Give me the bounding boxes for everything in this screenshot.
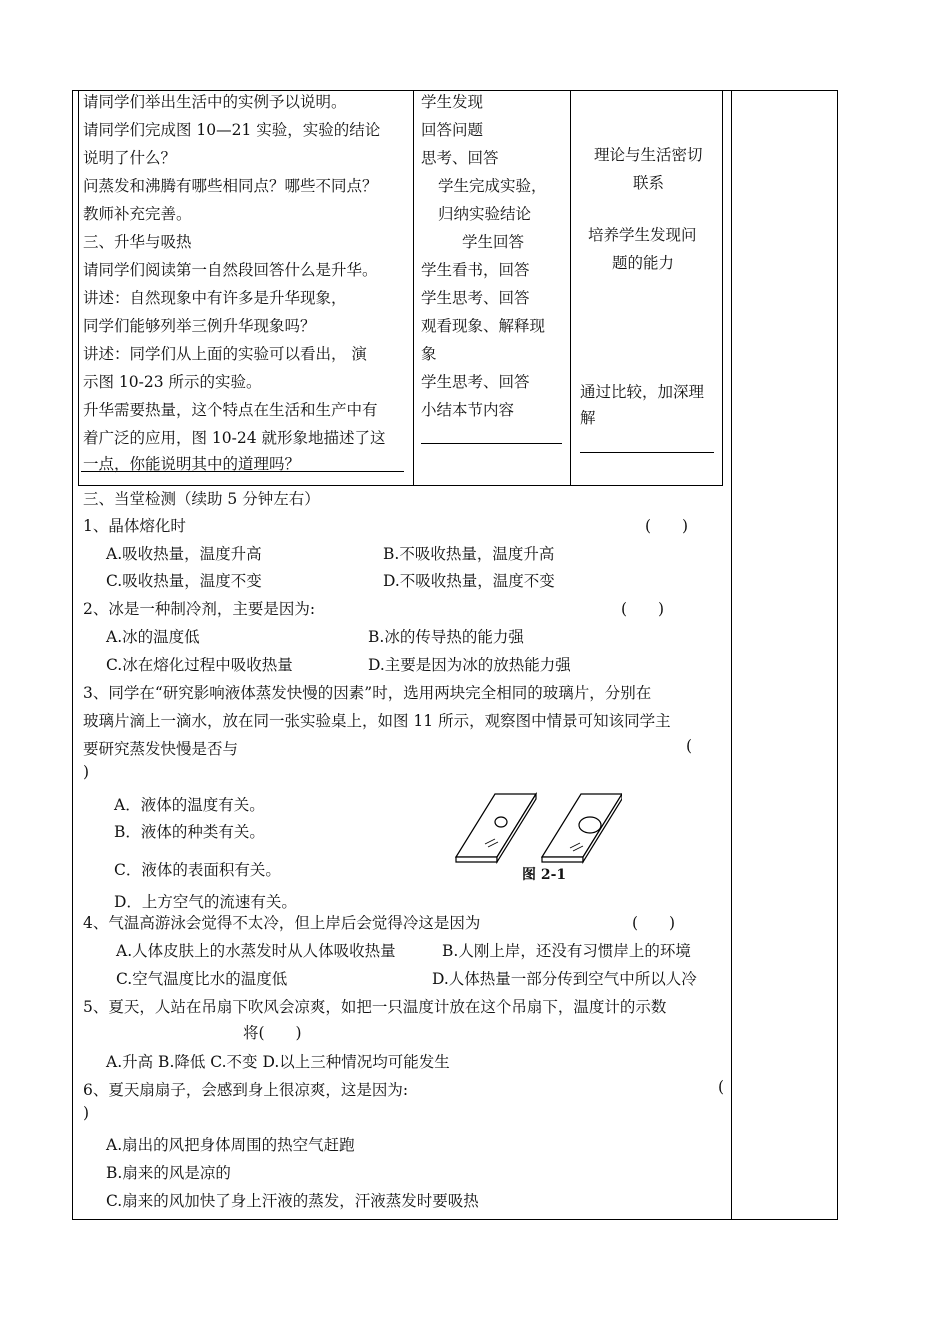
- question-3-line-3: 要研究蒸发快慢是否与: [83, 740, 239, 758]
- figure-caption: 图 2-1: [522, 867, 567, 883]
- question-2-option-a: A.冰的温度低: [106, 628, 200, 646]
- teacher-line-1: 请同学们举出生活中的实例予以说明。: [83, 93, 347, 111]
- test-heading: 三、当堂检测（续助 5 分钟左右）: [83, 490, 320, 508]
- question-1-answer-paren: ( ): [645, 517, 689, 535]
- col3-underline: [580, 452, 714, 453]
- teacher-line-2: 请同学们完成图 10—21 实验，实验的结论: [83, 121, 381, 139]
- teacher-line-5: 教师补充完善。: [83, 205, 192, 223]
- question-3-line-2: 玻璃片滴上一滴水，放在同一张实验桌上，如图 11 所示，观察图中情景可知该同学主: [83, 712, 671, 730]
- teacher-line-4: 问蒸发和沸腾有哪些相同点？哪些不同点？: [83, 177, 378, 195]
- student-line-3: 思考、回答: [421, 149, 499, 167]
- water-drop-small: [495, 817, 507, 827]
- teacher-line-12: 升华需要热量，这个特点在生活和生产中有: [83, 401, 378, 419]
- student-line-6: 学生回答: [462, 233, 525, 251]
- intent-line-1: 理论与生活密切: [594, 146, 703, 164]
- student-line-1: 学生发现: [421, 93, 484, 111]
- section-heading-sublimation: 三、升华与吸热: [83, 233, 192, 251]
- teacher-line-9: 同学们能够列举三例升华现象吗？: [83, 317, 316, 335]
- question-3-line-1: 3、同学在“研究影响液体蒸发快慢的因素”时，选用两块完全相同的玻璃片，分别在: [83, 684, 652, 702]
- teacher-line-13: 着广泛的应用，图 10-24 就形象地描述了这: [83, 429, 386, 447]
- question-6-option-b: B.扇来的风是凉的: [106, 1164, 231, 1182]
- water-drop-large: [579, 817, 601, 833]
- question-3-option-c: C．液体的表面积有关。: [114, 861, 281, 879]
- student-line-8: 学生思考、回答: [421, 289, 530, 307]
- intent-line-6: 解: [580, 409, 596, 427]
- teacher-line-7: 请同学们阅读第一自然段回答什么是升华。: [83, 261, 378, 279]
- inner-divider-1: [413, 91, 414, 486]
- col2-underline: [421, 443, 562, 444]
- intent-line-4: 题的能力: [612, 254, 675, 272]
- question-6: 6、夏天扇扇子，会感到身上很凉爽，这是因为:: [83, 1081, 409, 1099]
- question-4-option-a: A.人体皮肤上的水蒸发时从人体吸收热量: [116, 942, 396, 960]
- question-3-paren-open: (: [686, 737, 693, 755]
- outer-border-bottom: [72, 1219, 838, 1220]
- glass-slides-figure: [452, 792, 622, 864]
- question-1-option-d: D.不吸收热量，温度不变: [383, 572, 555, 590]
- outer-border-left: [72, 90, 73, 1220]
- question-3-paren-close: ): [83, 763, 90, 781]
- student-line-9: 观看现象、解释现: [421, 317, 546, 335]
- question-3-option-b: B．液体的种类有关。: [114, 823, 265, 841]
- question-5-options: A.升高 B.降低 C.不变 D.以上三种情况均可能发生: [106, 1053, 450, 1071]
- student-line-11: 学生思考、回答: [421, 373, 530, 391]
- inner-box-left: [78, 91, 79, 486]
- student-line-12: 小结本节内容: [421, 401, 515, 419]
- question-1-option-c: C.吸收热量，温度不变: [106, 572, 262, 590]
- question-6-option-a: A.扇出的风把身体周围的热空气赶跑: [106, 1136, 355, 1154]
- question-6-paren-close: ): [83, 1104, 90, 1122]
- teacher-line-8: 讲述：自然现象中有许多是升华现象，: [83, 289, 347, 307]
- question-3-option-d: D．上方空气的流速有关。: [114, 893, 297, 911]
- question-2: 2、冰是一种制冷剂，主要是因为:: [83, 600, 316, 618]
- question-6-option-c: C.扇来的风加快了身上汗液的蒸发，汗液蒸发时要吸热: [106, 1192, 479, 1210]
- intent-line-5: 通过比较，加深理: [580, 383, 705, 401]
- right-column-divider: [731, 90, 732, 1220]
- question-2-answer-paren: ( ): [621, 600, 665, 618]
- question-1-option-b: B.不吸收热量，温度升高: [383, 545, 555, 563]
- question-4-answer-paren: ( ): [632, 914, 676, 932]
- question-4-option-c: C.空气温度比水的温度低: [116, 970, 288, 988]
- question-4-option-b: B.人刚上岸，还没有习惯岸上的环境: [442, 942, 691, 960]
- question-5-line-2: 将( ): [243, 1024, 302, 1042]
- student-line-7: 学生看书，回答: [421, 261, 530, 279]
- inner-divider-2: [570, 91, 571, 486]
- question-2-option-c: C.冰在熔化过程中吸收热量: [106, 656, 293, 674]
- question-6-paren-open: (: [718, 1078, 725, 1096]
- inner-box-bottom: [78, 485, 723, 486]
- student-line-5: 归纳实验结论: [438, 205, 532, 223]
- question-1: 1、晶体熔化时: [83, 517, 186, 535]
- teacher-line-10: 讲述：同学们从上面的实验可以看出， 演: [83, 345, 367, 363]
- teacher-line-14: 一点，你能说明其中的道理吗？: [83, 455, 301, 473]
- question-4: 4、气温高游泳会觉得不太冷，但上岸后会觉得冷这是因为: [83, 914, 481, 932]
- student-line-2: 回答问题: [421, 121, 484, 139]
- question-2-option-d: D.主要是因为冰的放热能力强: [368, 656, 571, 674]
- question-1-option-a: A.吸收热量，温度升高: [106, 545, 262, 563]
- question-4-option-d: D.人体热量一部分传到空气中所以人冷: [432, 970, 697, 988]
- teacher-line-3: 说明了什么？: [83, 149, 177, 167]
- outer-border-right: [837, 90, 838, 1220]
- inner-box-right: [722, 91, 723, 486]
- question-5-line-1: 5、夏天，人站在吊扇下吹风会凉爽，如把一只温度计放在这个吊扇下，温度计的示数: [83, 998, 667, 1016]
- question-2-option-b: B.冰的传导热的能力强: [368, 628, 524, 646]
- student-line-4: 学生完成实验，: [438, 177, 547, 195]
- intent-line-2: 联系: [633, 174, 665, 192]
- teacher-line-11: 示图 10-23 所示的实验。: [83, 373, 262, 391]
- student-line-10: 象: [421, 345, 437, 363]
- intent-line-3: 培养学生发现问: [588, 226, 697, 244]
- question-3-option-a: A．液体的温度有关。: [114, 796, 265, 814]
